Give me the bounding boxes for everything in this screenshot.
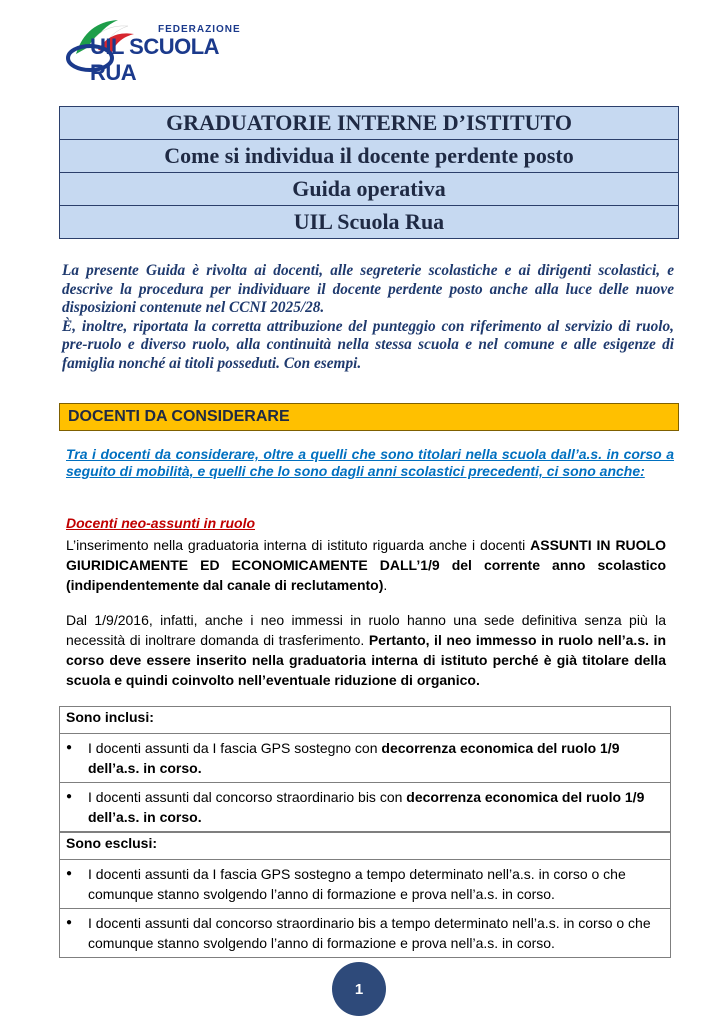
paragraph-dal-2016-text: Dal 1/9/2016, infatti, anche i neo immessi in ruolo hanno una sede definitiva senza più la necessità di inoltrare domanda di trasferimento. bbox=[66, 612, 666, 648]
paragraph-dal-2016-bold: Pertanto, il neo immesso in ruolo nell’a.s. in corso deve essere inserito nella graduatoria interna di istituto perché è già titolare della scuola e quindi coinvolto nell’eventuale riduzione di organico. bbox=[66, 632, 666, 688]
paragraph-inserimento-end: . bbox=[383, 577, 388, 593]
section-heading: DOCENTI DA CONSIDERARE bbox=[68, 408, 290, 425]
title-box bbox=[59, 106, 679, 239]
paragraph-inserimento-bold: ASSUNTI IN RUOLO GIURIDICAMENTE ED ECONOMICAMENTE DALL’1/9 del corrente anno scolastico (indipendentemente dal canale di reclutamento) bbox=[66, 537, 667, 593]
excluded-item-text: I docenti assunti da I fascia GPS sostegno a tempo determinato nell’a.s. in corso o che comunque stanno svolgendo l’anno di formazione e prova nell’a.s. in corso. bbox=[88, 866, 626, 902]
title-line-4: UIL Scuola Rua bbox=[60, 206, 679, 239]
title-line-1: GRADUATORIE INTERNE D’ISTITUTO bbox=[60, 107, 679, 140]
included-header: Sono inclusi: bbox=[60, 707, 671, 734]
intro-p1: La presente Guida è rivolta ai docenti, alle segreterie scolastiche e ai dirigenti scolastici, e descrive la procedura per individuare il docente perdente posto anche alla luce delle nuove disposizioni contenute nel CCNI 2025/28. bbox=[62, 262, 674, 317]
paragraph-inserimento-text: L’inserimento nella graduatoria interna di istituto riguarda anche i docenti bbox=[66, 537, 531, 553]
included-box bbox=[59, 706, 671, 832]
bullet-icon: ● bbox=[66, 791, 73, 802]
paragraph-dal-2016 bbox=[66, 610, 666, 690]
excluded-item bbox=[60, 860, 671, 909]
section-heading-bar bbox=[59, 403, 679, 431]
bullet-icon: ● bbox=[66, 868, 73, 879]
bullet-icon: ● bbox=[66, 917, 73, 928]
paragraph-inserimento bbox=[66, 535, 666, 595]
intro-p2: È, inoltre, riportata la corretta attribuzione del punteggio con riferimento al servizio di ruolo, pre-ruolo e diverso ruolo, alla continuità nella stessa scuola e nel comune e alle esigenze di famiglia nonché ai titoli posseduti. Con esempi. bbox=[62, 317, 674, 372]
included-item-text: I docenti assunti da I fascia GPS sostegno con bbox=[88, 740, 382, 756]
title-line-3: Guida operativa bbox=[60, 173, 679, 206]
included-item-bold: decorrenza economica del ruolo 1/9 dell’a.s. in corso. bbox=[88, 740, 620, 776]
excluded-box bbox=[59, 832, 671, 958]
excluded-item-text: I docenti assunti dal concorso straordinario bis a tempo determinato nell’a.s. in corso o che comunque stanno svolgendo l’anno di formazione e prova nell’a.s. in corso. bbox=[88, 915, 651, 951]
intro-paragraph bbox=[62, 262, 674, 374]
included-item-bold: decorrenza economica del ruolo 1/9 dell’a.s. in corso. bbox=[88, 789, 645, 825]
uil-scuola-logo bbox=[66, 14, 266, 85]
page-number-badge: 1 bbox=[332, 962, 386, 1016]
excluded-item bbox=[60, 909, 671, 958]
section-lead-text: Tra i docenti da considerare, oltre a quelli che sono titolari nella scuola dall’a.s. in corso a seguito di mobilità, e quelli che lo sono dagli anni scolastici precedenti, ci sono anche: bbox=[66, 446, 674, 479]
logo-federazione-text: FEDERAZIONE bbox=[158, 24, 241, 35]
included-item bbox=[60, 734, 671, 783]
logo-brand-text: UIL SCUOLA RUA bbox=[90, 34, 219, 85]
title-line-2: Come si individua il docente perdente posto bbox=[60, 140, 679, 173]
included-item-text: I docenti assunti dal concorso straordinario bis con bbox=[88, 789, 407, 805]
excluded-header: Sono esclusi: bbox=[60, 833, 671, 860]
included-item bbox=[60, 783, 671, 832]
subheading-neo-assunti: Docenti neo-assunti in ruolo bbox=[66, 515, 256, 531]
bullet-icon: ● bbox=[66, 742, 73, 753]
